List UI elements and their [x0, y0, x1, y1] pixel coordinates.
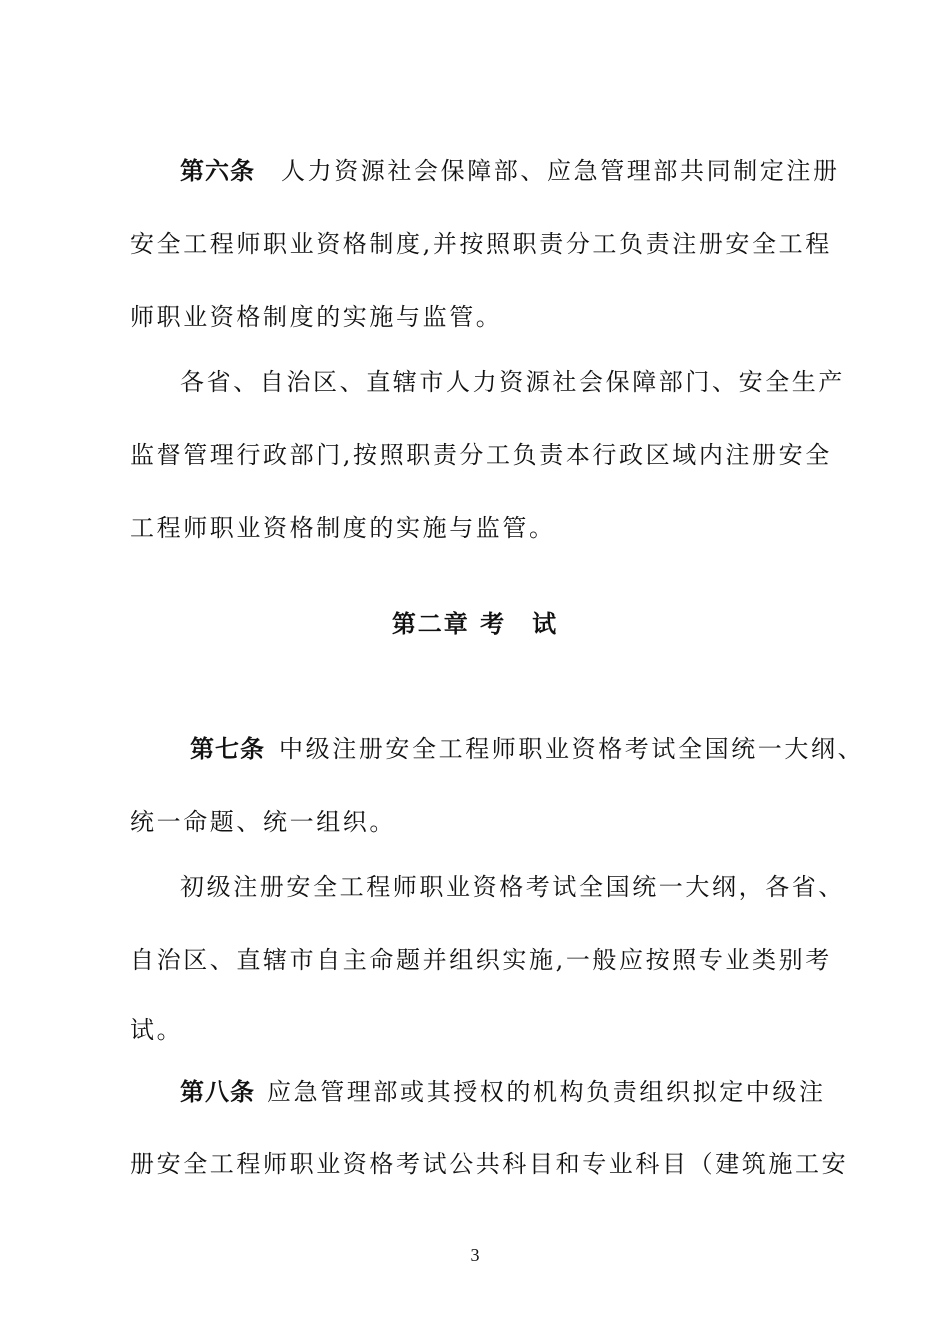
article8-line-2: 册安全工程师职业资格考试公共科目和专业科目（建筑施工安: [130, 1150, 849, 1178]
article7-line-2: 统一命题、统一组织。: [130, 808, 396, 836]
article7-heading: 第七条: [190, 735, 265, 763]
page-number: 3: [470, 1245, 480, 1265]
article7-para2-line-2: 自治区、直辖市自主命题并组织实施,一般应按照专业类别考: [130, 946, 832, 974]
article8-text-1: 应急管理部或其授权的机构负责组织拟定中级注: [267, 1078, 826, 1106]
article7-para2-line-1: 初级注册安全工程师职业资格考试全国统一大纲，各省、: [180, 873, 845, 901]
article6-para2-line-1: 各省、自治区、直辖市人力资源社会保障部门、安全生产: [180, 368, 845, 396]
article8-line-1: [180, 1077, 826, 1107]
article6-para2-line-2: 监督管理行政部门,按照职责分工负责本行政区域内注册安全: [130, 441, 832, 469]
chapter-title: 第二章 考 试: [391, 610, 559, 638]
article6-line-1: [180, 156, 840, 186]
article6-para2-line-3: 工程师职业资格制度的实施与监管。: [130, 514, 556, 542]
article6-text-1: 人力资源社会保障部、应急管理部共同制定注册: [281, 157, 840, 185]
article7-para2-line-3: 试。: [130, 1016, 184, 1044]
article8-heading: 第八条: [180, 1078, 255, 1106]
article6-heading: 第六条: [180, 157, 255, 185]
article6-line-2: 安全工程师职业资格制度,并按照职责分工负责注册安全工程: [130, 230, 832, 258]
article6-line-3: 师职业资格制度的实施与监管。: [130, 303, 503, 331]
article7-text-1: 中级注册安全工程师职业资格考试全国统一大纲、: [279, 735, 865, 763]
article7-line-1: [190, 734, 864, 764]
